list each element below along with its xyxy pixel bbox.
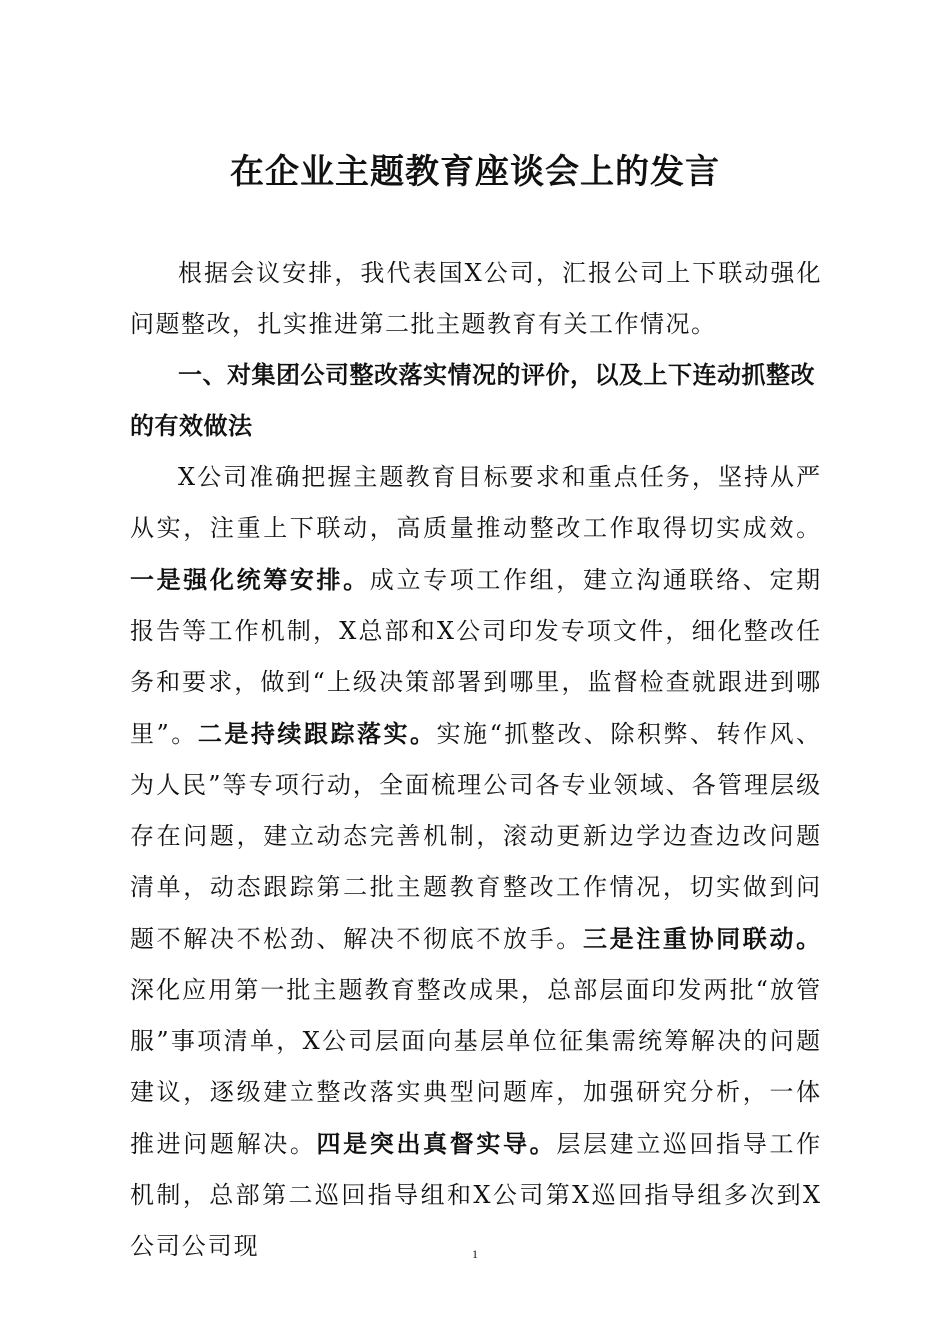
- body-text-4: 深化应用第一批主题教育整改成果，总部层面印发两批“放管服”事项清单，X公司层面向基层单位征集需统筹解决的问题建议，逐级建立整改落实典型问题库，加强研究分析，一体推进问题解决。: [130, 976, 822, 1158]
- key-point-1: 一是强化统筹安排。: [130, 565, 370, 594]
- body-text-1: X公司准确把握主题教育目标要求和重点任务，坚持从严从实，注重上下联动，高质量推动整改工作取得切实成效。: [130, 463, 822, 542]
- page-number: 1: [472, 1247, 478, 1261]
- document-body: [130, 248, 822, 1272]
- key-point-4: 四是突出真督实导。: [316, 1129, 557, 1158]
- body-text-5: 层层建立巡回指导工作机制，总部第二巡回指导组和X公司第X巡回指导组多次到X公司公司现: [130, 1130, 822, 1260]
- key-point-3: 三是注重协同联动。: [582, 924, 822, 953]
- body-paragraph: [130, 452, 822, 1272]
- body-text-3: 实施“抓整改、除积弊、转作风、为人民”等专项行动，全面梳理公司各专业领域、各管理层级存在问题，建立动态完善机制，滚动更新边学边查边改问题清单，动态跟踪第二批主题教育整改工作情况，切实做到问题不解决不松劲、解决不彻底不放手。: [130, 720, 822, 953]
- document-title: 在企业主题教育座谈会上的发言: [230, 152, 720, 192]
- key-point-2: 二是持续跟踪落实。: [197, 719, 437, 748]
- body-text-2: 成立专项工作组，建立沟通联络、定期报告等工作机制，X总部和X公司印发专项文件，细化整改任务和要求，做到“上级决策部署到哪里，监督检查就跟进到哪里”。: [130, 566, 822, 748]
- intro-paragraph: 根据会议安排，我代表国X公司，汇报公司上下联动强化问题整改，扎实推进第二批主题教育有关工作情况。: [130, 259, 822, 338]
- section-heading-1: 一、对集团公司整改落实情况的评价，以及上下连动抓整改的有效做法: [130, 361, 815, 440]
